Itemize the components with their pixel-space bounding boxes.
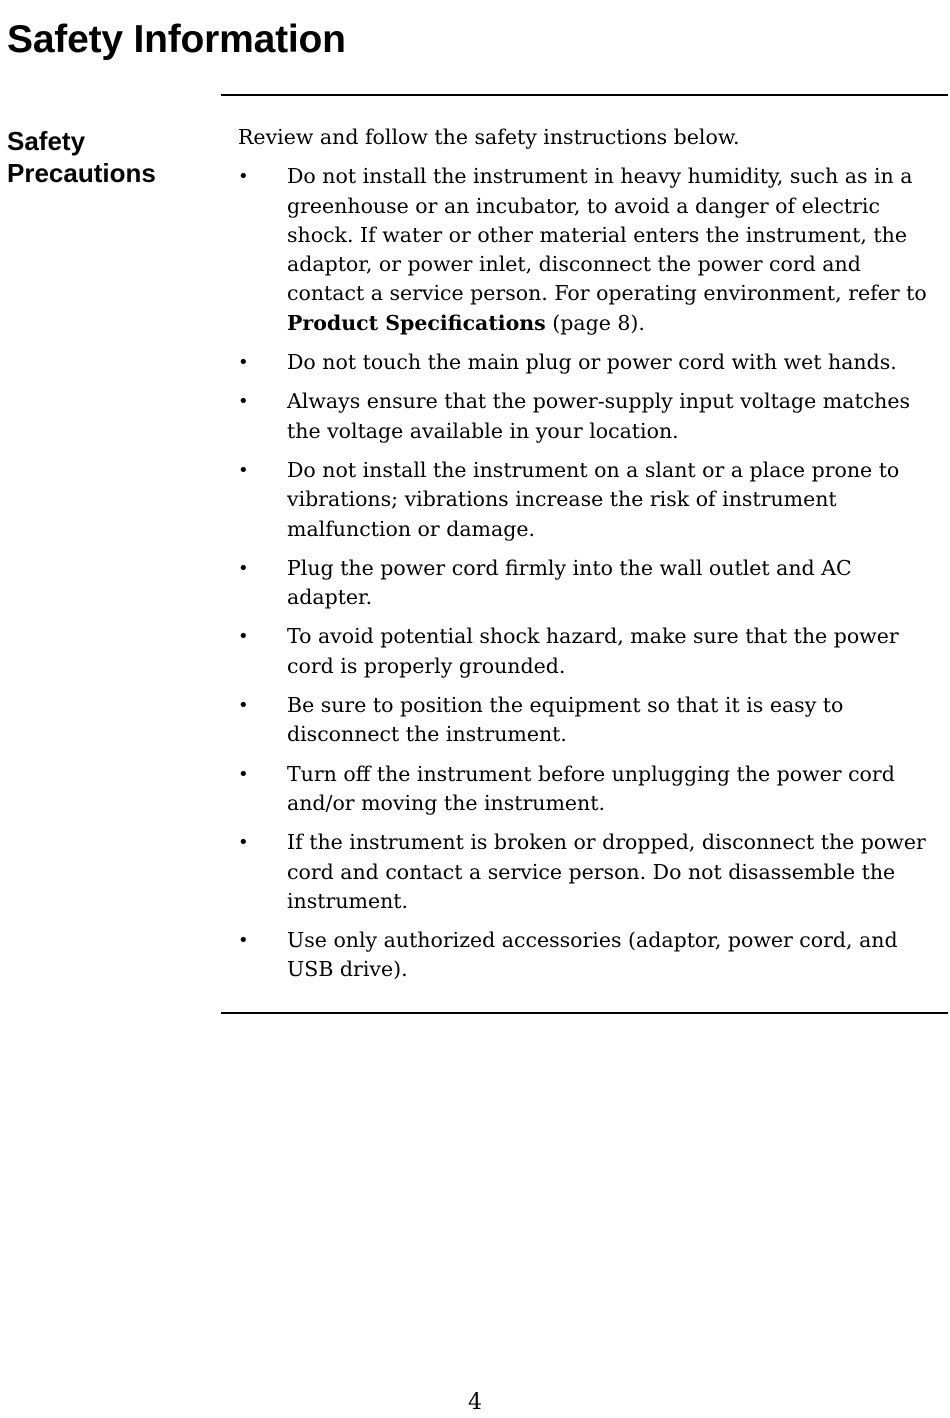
cross-reference: Product Specifications [287, 310, 546, 335]
list-item-text: Be sure to position the equipment so that it is easy to disconnect the instrument. [287, 693, 844, 747]
list-item-text: Turn off the instrument before unplugging the power cord and/or moving the instrument. [287, 761, 895, 815]
list-item-text: Do not install the instrument in heavy humidity, such as in a greenhouse or an incubator, to avoid a danger of electric shock. If water or other material enters the instrument, the adaptor, or power inlet, disconnect the power cord and contact a service person. For operating environment, refer to [287, 164, 927, 306]
list-item-text-after: (page 8). [545, 310, 645, 335]
list-item [238, 926, 943, 985]
bullet-icon: • [238, 763, 249, 785]
bullet-icon: • [238, 166, 249, 188]
list-item [238, 760, 943, 819]
safety-list [238, 162, 943, 984]
list-item [238, 554, 943, 613]
bullet-icon: • [238, 459, 249, 481]
list-item-text: Do not touch the main plug or power cord with wet hands. [287, 350, 897, 375]
bullet-icon: • [238, 352, 249, 374]
list-item [238, 387, 943, 446]
list-item-text: Use only authorized accessories (adaptor, power cord, and USB drive). [287, 928, 898, 982]
bullet-icon: • [238, 391, 249, 413]
list-item-text: To avoid potential shock hazard, make sure that the power cord is properly grounded. [287, 624, 899, 678]
section-heading-line-1: Safety [7, 126, 86, 156]
bullet-icon: • [238, 930, 249, 952]
bullet-icon: • [238, 626, 249, 648]
list-item [238, 456, 943, 544]
list-item [238, 691, 943, 750]
list-item [238, 162, 943, 338]
list-item [238, 622, 943, 681]
section-content [238, 123, 943, 995]
list-item-text: Do not install the instrument on a slant or a place prone to vibrations; vibrations increase the risk of instrument malfunction or damage. [287, 457, 900, 541]
list-item-text: Always ensure that the power-supply input voltage matches the voltage available in your location. [287, 389, 911, 443]
intro-text: Review and follow the safety instructions below. [238, 125, 740, 149]
page-title: Safety Information [7, 18, 346, 61]
bottom-divider [221, 1012, 948, 1014]
list-item [238, 348, 943, 377]
section-heading-line-2: Precautions [7, 158, 156, 188]
bullet-icon: • [238, 557, 249, 579]
bullet-icon: • [238, 695, 249, 717]
bullet-icon: • [238, 832, 249, 854]
list-item-text: Plug the power cord firmly into the wall outlet and AC adapter. [287, 555, 852, 610]
page-number: 4 [468, 1390, 482, 1415]
top-divider [221, 94, 948, 96]
list-item-text: If the instrument is broken or dropped, disconnect the power cord and contact a service person. Do not disassemble the instrument. [287, 830, 926, 913]
section-heading [7, 125, 156, 189]
list-item [238, 828, 943, 916]
